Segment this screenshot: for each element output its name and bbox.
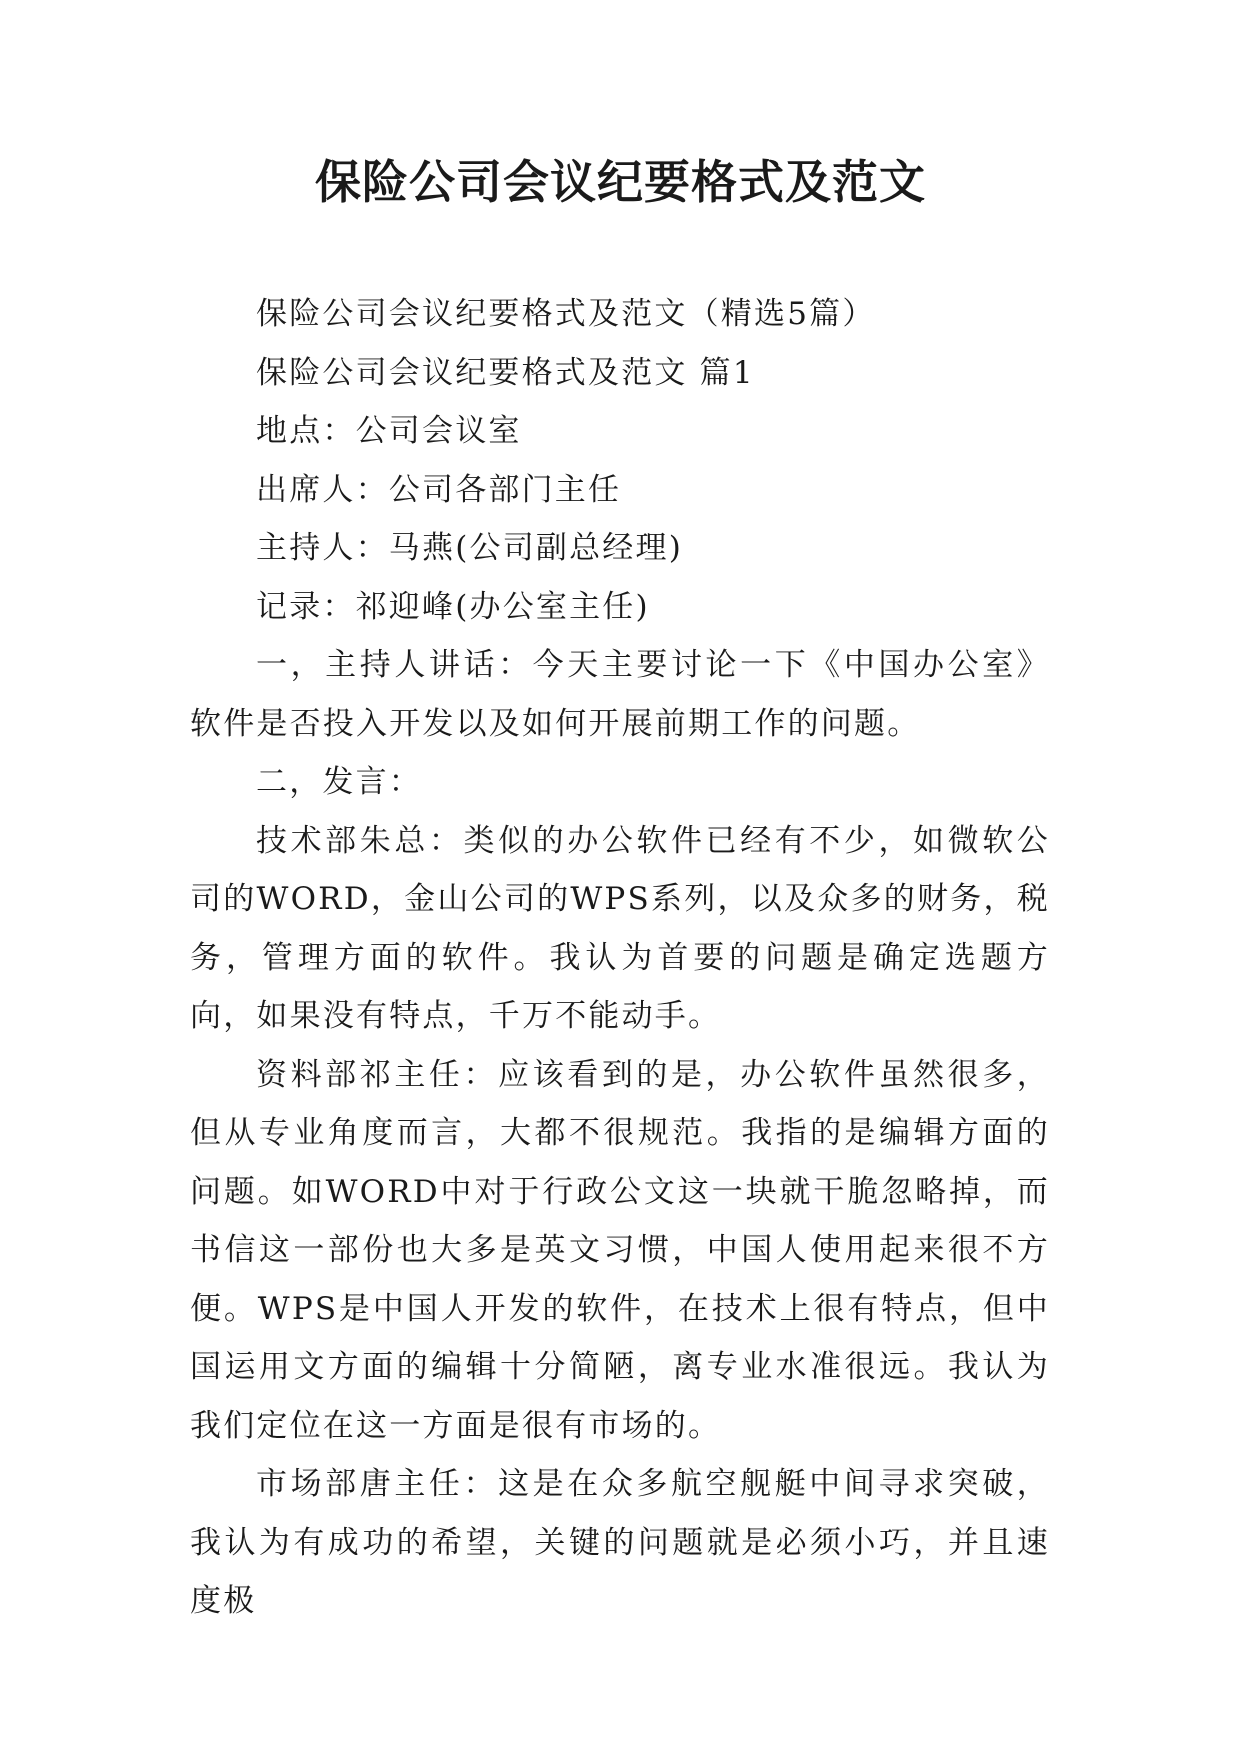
document-title: 保险公司会议纪要格式及范文 xyxy=(315,155,926,209)
document-body xyxy=(190,285,1050,1631)
paragraph-recorder: 记录：祁迎峰(办公室主任) xyxy=(256,588,650,625)
paragraph-tech-dept: 技术部朱总：类似的办公软件已经有不少，如微软公司的WORD，金山公司的WPS系列，以及众多的财务，税务，管理方面的软件。我认为首要的问题是确定选题方向，如果没有特点，千万不能动手。 xyxy=(190,822,1050,1034)
paragraph-location: 地点：公司会议室 xyxy=(256,413,522,449)
paragraph-data-dept: 资料部祁主任：应该看到的是，办公软件虽然很多，但从专业角度而言，大都不很规范。我指的是编辑方面的问题。如WORD中对于行政公文这一块就干脆忽略掉，而书信这一部份也大多是英文习惯，中国人使用起来很不方便。WPS是中国人开发的软件，在技术上很有特点，但中国运用文方面的编辑十分简陋，离专业水准很远。我认为我们定位在这一方面是很有市场的。 xyxy=(190,1056,1050,1444)
paragraph-attendees: 出席人：公司各部门主任 xyxy=(256,471,622,508)
paragraph-discussion-heading: 二，发言： xyxy=(256,764,422,800)
paragraph-subtitle: 保险公司会议纪要格式及范文（精选5篇） xyxy=(256,296,876,332)
paragraph-host: 主持人：马燕(公司副总经理) xyxy=(256,530,683,566)
paragraph-market-dept: 市场部唐主任：这是在众多航空舰艇中间寻求突破，我认为有成功的希望，关键的问题就是必须小巧，并且速度极 xyxy=(190,1466,1050,1619)
paragraph-section-heading: 保险公司会议纪要格式及范文 篇1 xyxy=(256,354,755,391)
paragraph-host-speech: 一，主持人讲话：今天主要讨论一下《中国办公室》软件是否投入开发以及如何开展前期工作的问题。 xyxy=(190,647,1050,742)
